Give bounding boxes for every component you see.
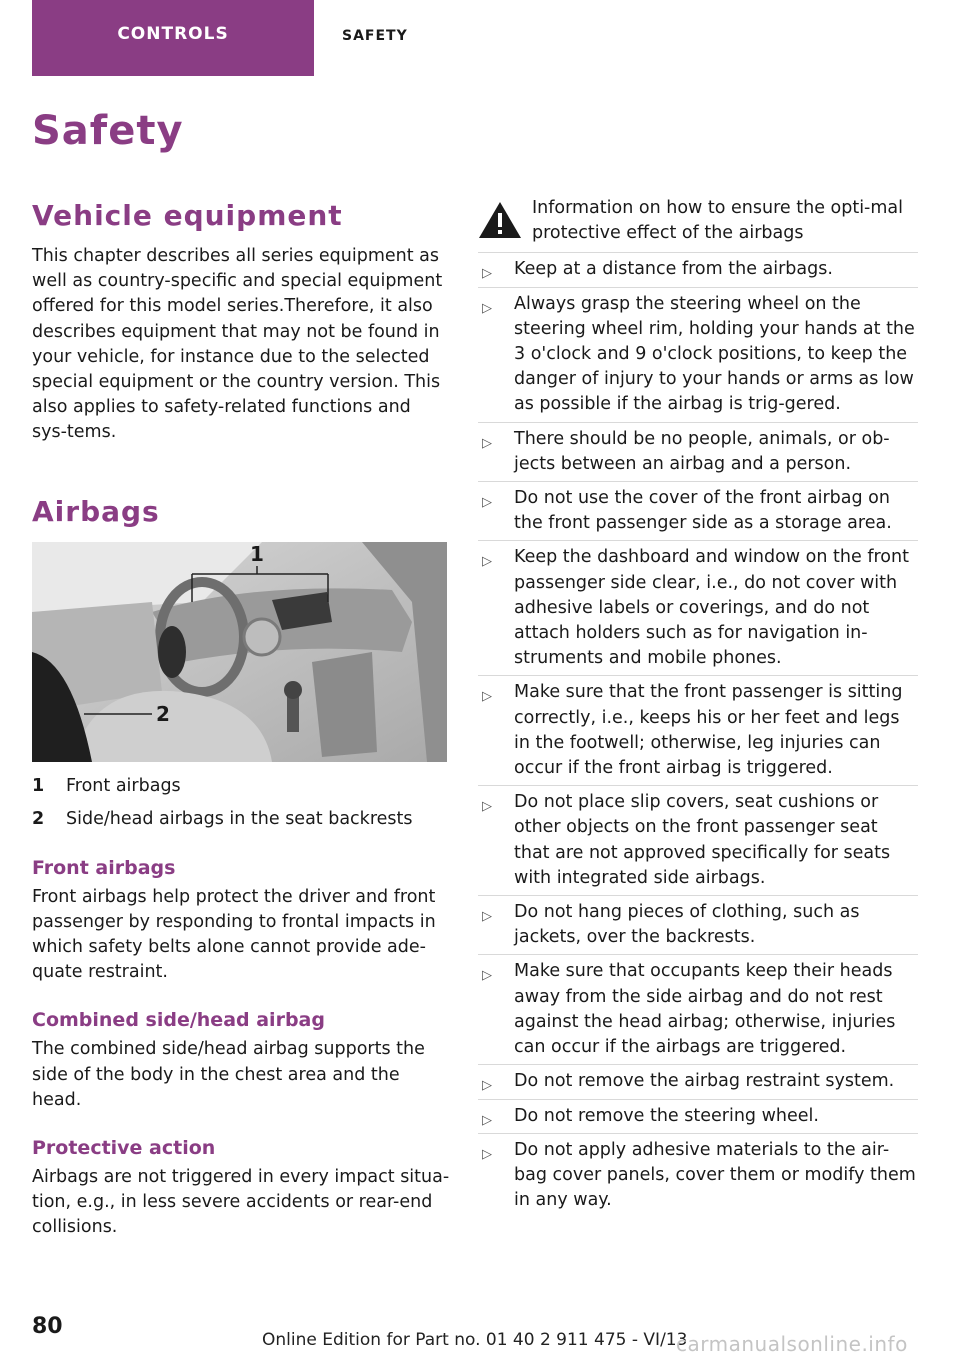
legend-number: 1 bbox=[32, 775, 45, 796]
list-item-text: Do not remove the airbag restraint system. bbox=[514, 1071, 895, 1092]
list-item bbox=[478, 1133, 918, 1218]
list-item bbox=[478, 895, 918, 954]
bullet-triangle-icon: ▷ bbox=[482, 909, 492, 925]
list-item-text: Keep at a distance from the airbags. bbox=[514, 259, 833, 280]
page-number: 80 bbox=[32, 1314, 63, 1339]
bullet-triangle-icon: ▷ bbox=[482, 799, 492, 815]
callout-2: 2 bbox=[156, 701, 170, 726]
watermark: carmanualsonline.info bbox=[676, 1332, 908, 1356]
list-item-text: Make sure that occupants keep their heads away from the side airbag and do not rest against the head airbag; otherwise, injuries can occur if the airbags are triggered. bbox=[514, 961, 896, 1058]
airbag-figure bbox=[32, 542, 447, 762]
warning-triangle-icon bbox=[478, 200, 522, 240]
page-title: Safety bbox=[32, 108, 184, 154]
car-interior-illustration bbox=[32, 542, 447, 762]
vehicle-equipment-heading: Vehicle equipment bbox=[32, 199, 343, 232]
right-column bbox=[478, 196, 918, 1217]
bullet-triangle-icon: ▷ bbox=[482, 300, 492, 316]
front-airbags-body: Front airbags help protect the driver and front passenger by responding to frontal impacts in which safety belts alone cannot provide ade-quate restraint. bbox=[32, 886, 436, 983]
bullet-triangle-icon: ▷ bbox=[482, 1078, 492, 1094]
figure-legend bbox=[32, 774, 450, 832]
list-item bbox=[478, 1064, 918, 1098]
legend-row bbox=[32, 774, 450, 799]
legend-label: Front airbags bbox=[66, 775, 181, 796]
bullet-triangle-icon: ▷ bbox=[482, 1146, 492, 1162]
list-item-text: Do not hang pieces of clothing, such as jackets, over the backrests. bbox=[514, 902, 860, 948]
legend-number: 2 bbox=[32, 808, 45, 829]
legend-label: Side/head airbags in the seat backrests bbox=[66, 808, 413, 829]
list-item bbox=[478, 1099, 918, 1133]
list-item bbox=[478, 540, 918, 675]
combined-airbag-body: The combined side/head airbag supports the side of the body in the chest area and the head. bbox=[32, 1039, 425, 1110]
legend-row bbox=[32, 807, 450, 832]
airbag-safety-list bbox=[478, 252, 918, 1217]
list-item-text: Do not place slip covers, seat cushions or other objects on the front passenger seat that are not approved specifically for seats with integrated side airbags. bbox=[514, 792, 891, 888]
list-item bbox=[478, 785, 918, 895]
bullet-triangle-icon: ▷ bbox=[482, 1112, 492, 1128]
bullet-triangle-icon: ▷ bbox=[482, 435, 492, 451]
list-item bbox=[478, 287, 918, 422]
bullet-triangle-icon: ▷ bbox=[482, 689, 492, 705]
list-item bbox=[478, 675, 918, 785]
list-item-text: Do not use the cover of the front airbag on the front passenger side as a storage area. bbox=[514, 488, 892, 534]
list-item bbox=[478, 481, 918, 540]
combined-airbag-heading: Combined side/head airbag bbox=[32, 1009, 325, 1032]
list-item-text: There should be no people, animals, or ob-jects between an airbag and a person. bbox=[514, 428, 890, 474]
list-item-text: Always grasp the steering wheel on the steering wheel rim, holding your hands at the 3 o'clock and 9 o'clock positions, to keep the danger of injury to your hands or arms as low as possible if the airbag is trig-gered. bbox=[514, 293, 915, 415]
tab-safety-label: SAFETY bbox=[342, 28, 408, 44]
callout-1: 1 bbox=[250, 541, 264, 566]
list-item bbox=[478, 954, 918, 1064]
bullet-triangle-icon: ▷ bbox=[482, 968, 492, 984]
warning-text: Information on how to ensure the opti-mal protective effect of the airbags bbox=[532, 198, 904, 244]
tab-controls-label: CONTROLS bbox=[117, 24, 229, 44]
bullet-triangle-icon: ▷ bbox=[482, 554, 492, 570]
protective-action-heading: Protective action bbox=[32, 1137, 216, 1160]
list-item bbox=[478, 252, 918, 286]
airbags-heading: Airbags bbox=[32, 494, 160, 528]
bullet-triangle-icon: ▷ bbox=[482, 495, 492, 511]
protective-action-body: Airbags are not triggered in every impact situa-tion, e.g., in less severe accidents or rear-end collisions. bbox=[32, 1167, 450, 1238]
list-item bbox=[478, 422, 918, 481]
list-item-text: Do not apply adhesive materials to the air-bag cover panels, cover them or modify them in any way. bbox=[514, 1139, 916, 1211]
bullet-triangle-icon: ▷ bbox=[482, 266, 492, 282]
list-item-text: Do not remove the steering wheel. bbox=[514, 1105, 819, 1126]
list-item-text: Keep the dashboard and window on the front passenger side clear, i.e., do not cover with adhesive labels or coverings, and do not attach holders such as for navigation in-struments and mobile phones. bbox=[514, 547, 909, 669]
vehicle-equipment-body: This chapter describes all series equipment as well as country-specific and special equipment offered for this model series.Therefore, it also describes equipment that may not be found in your vehicle, for instance due to the selected special equipment or the country version. This also applies to safety-related functions and sys-tems. bbox=[32, 246, 443, 443]
list-item-text: Make sure that the front passenger is sitting correctly, i.e., keeps his or her feet and legs in the footwell; otherwise, leg injuries can occur if the front airbag is triggered. bbox=[514, 682, 903, 779]
edition-footer: Online Edition for Part no. 01 40 2 911 475 - VI/13 bbox=[262, 1330, 688, 1350]
warning-box bbox=[478, 196, 918, 246]
left-column bbox=[32, 196, 450, 1241]
front-airbags-heading: Front airbags bbox=[32, 856, 176, 879]
